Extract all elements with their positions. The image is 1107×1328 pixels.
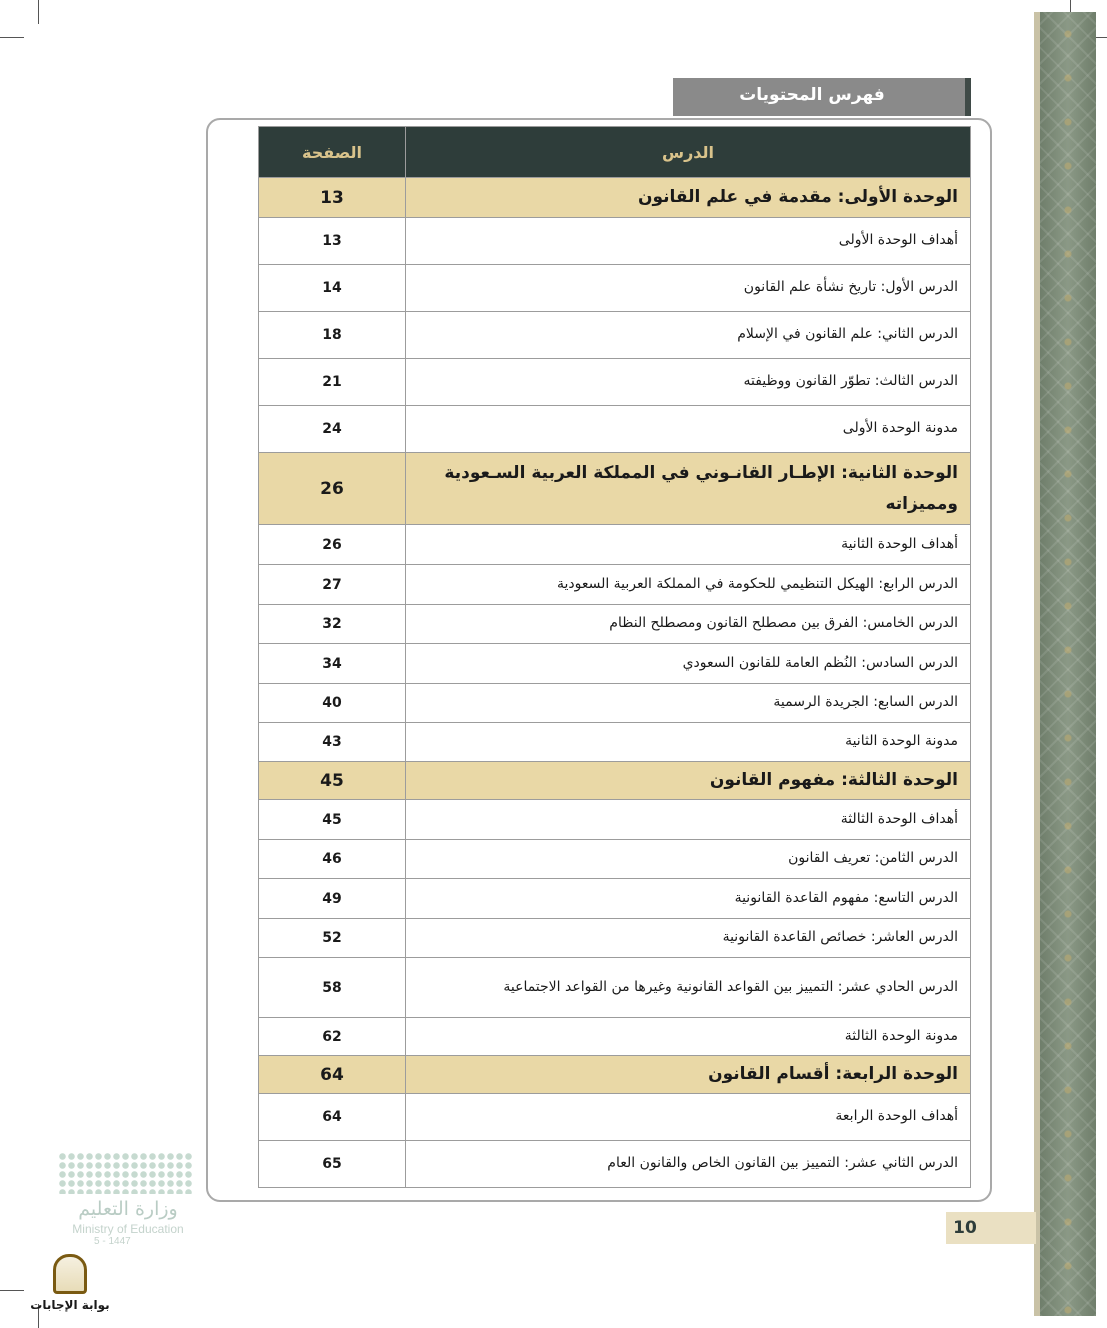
page-number: 45: [259, 800, 406, 840]
lesson-row: [259, 1094, 971, 1141]
lesson-row: [259, 565, 971, 605]
lesson-row: [259, 359, 971, 406]
page-title: فهرس المحتويات: [739, 85, 885, 105]
crop-mark: [0, 37, 24, 38]
lesson-row: [259, 406, 971, 453]
page-number: 34: [259, 644, 406, 684]
lesson-row: [259, 800, 971, 840]
lesson-title: الدرس السادس: النُظم العامة للقانون السعودي: [406, 644, 971, 684]
crop-mark: [0, 1290, 24, 1291]
lesson-title: الدرس الحادي عشر: التمييز بين القواعد القانونية وغيرها من القواعد الاجتماعية: [406, 958, 971, 1018]
lesson-title: مدونة الوحدة الثالثة: [406, 1018, 971, 1056]
unit-row: [259, 453, 971, 525]
page-number: 58: [259, 958, 406, 1018]
page-number: 18: [259, 312, 406, 359]
unit-title: الوحدة الأولى: مقدمة في علم القانون: [406, 178, 971, 218]
page-number: 65: [259, 1141, 406, 1188]
lesson-title: أهداف الوحدة الأولى: [406, 218, 971, 265]
crop-mark: [38, 0, 39, 24]
ministry-name-en: Ministry of Education: [72, 1222, 184, 1236]
unit-title: الوحدة الثانية: الإطـار القانـوني في المملكة العربية السـعودية ومميزاته: [406, 453, 971, 525]
lesson-title: أهداف الوحدة الرابعة: [406, 1094, 971, 1141]
toc-header-row: [259, 127, 971, 178]
lesson-title: الدرس الثامن: تعريف القانون: [406, 840, 971, 879]
watermark-text: بوابة الإجابات: [30, 1298, 110, 1312]
lesson-row: [259, 1018, 971, 1056]
footer-page-number: 10: [953, 1218, 977, 1238]
lesson-row: [259, 684, 971, 723]
page-number: 62: [259, 1018, 406, 1056]
lesson-title: الدرس السابع: الجريدة الرسمية: [406, 684, 971, 723]
lesson-title: الدرس الثاني عشر: التمييز بين القانون الخاص والقانون العام: [406, 1141, 971, 1188]
unit-title: الوحدة الرابعة: أقسام القانون: [406, 1056, 971, 1094]
lesson-row: [259, 958, 971, 1018]
lesson-title: الدرس الثاني: علم القانون في الإسلام: [406, 312, 971, 359]
page-number: 24: [259, 406, 406, 453]
toc-table: [258, 126, 971, 1188]
decorative-side-band: [1040, 12, 1096, 1316]
lesson-title: مدونة الوحدة الأولى: [406, 406, 971, 453]
ministry-logo: [58, 1152, 198, 1247]
lesson-title: أهداف الوحدة الثالثة: [406, 800, 971, 840]
lantern-icon: [53, 1254, 87, 1294]
ministry-year: 5 - 1447: [94, 1236, 131, 1247]
page-number: 26: [259, 525, 406, 565]
lesson-title: الدرس الرابع: الهيكل التنظيمي للحكومة في المملكة العربية السعودية: [406, 565, 971, 605]
page-number: 52: [259, 919, 406, 958]
ministry-dots-icon: [58, 1152, 194, 1194]
page-number: 27: [259, 565, 406, 605]
lesson-title: الدرس الأول: تاريخ نشأة علم القانون: [406, 265, 971, 312]
page-number: 64: [259, 1094, 406, 1141]
page-number: 40: [259, 684, 406, 723]
page-number: 21: [259, 359, 406, 406]
lesson-title: الدرس التاسع: مفهوم القاعدة القانونية: [406, 879, 971, 919]
lesson-row: [259, 265, 971, 312]
lesson-title: الدرس العاشر: خصائص القاعدة القانونية: [406, 919, 971, 958]
unit-row: [259, 762, 971, 800]
page-number: 14: [259, 265, 406, 312]
page-number: 32: [259, 605, 406, 644]
page-number: 46: [259, 840, 406, 879]
unit-row: [259, 178, 971, 218]
page-number: 13: [259, 178, 406, 218]
lesson-row: [259, 723, 971, 762]
lesson-row: [259, 312, 971, 359]
page-number: 64: [259, 1056, 406, 1094]
unit-row: [259, 1056, 971, 1094]
col-page-header: الصفحة: [259, 127, 406, 178]
ministry-name-ar: وزارة التعليم: [78, 1198, 178, 1220]
lesson-title: أهداف الوحدة الثانية: [406, 525, 971, 565]
page-number: 49: [259, 879, 406, 919]
lesson-title: الدرس الخامس: الفرق بين مصطلح القانون ومصطلح النظام: [406, 605, 971, 644]
page-number: 13: [259, 218, 406, 265]
lesson-row: [259, 879, 971, 919]
title-bar: [673, 78, 971, 116]
watermark: [30, 1254, 110, 1312]
lesson-row: [259, 218, 971, 265]
lesson-row: [259, 919, 971, 958]
page-number: 45: [259, 762, 406, 800]
lesson-title: الدرس الثالث: تطوّر القانون ووظيفته: [406, 359, 971, 406]
lesson-row: [259, 605, 971, 644]
lesson-row: [259, 644, 971, 684]
page-number: 43: [259, 723, 406, 762]
col-lesson-header: الدرس: [406, 127, 971, 178]
lesson-row: [259, 840, 971, 879]
page-number: 26: [259, 453, 406, 525]
unit-title: الوحدة الثالثة: مفهوم القانون: [406, 762, 971, 800]
lesson-row: [259, 525, 971, 565]
lesson-title: مدونة الوحدة الثانية: [406, 723, 971, 762]
lesson-row: [259, 1141, 971, 1188]
